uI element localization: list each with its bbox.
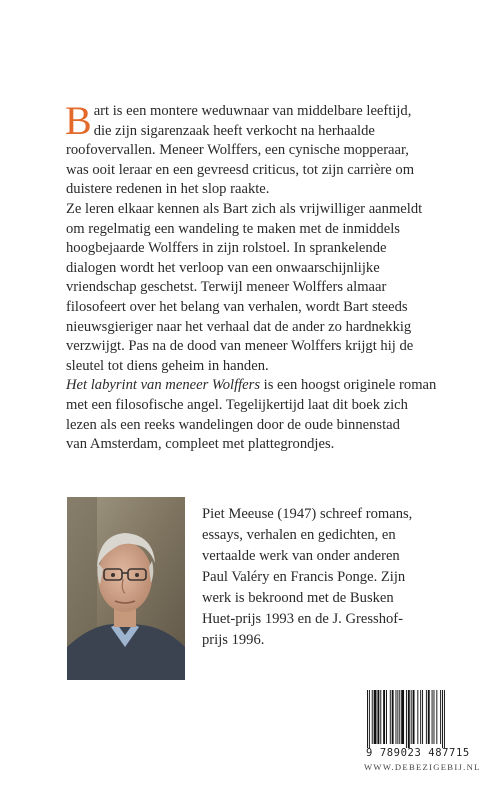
barcode-bar [432, 690, 433, 744]
blurb-line: hoogbejaarde Wolffers in zijn rolstoel. In sprankelende [66, 240, 387, 257]
blurb-line: om regelmatig een wandeling te maken met de inmiddels [66, 220, 400, 237]
blurb-line: filosofeert over het belang van verhalen, wordt Bart steeds [66, 298, 408, 315]
barcode-bar [422, 690, 423, 744]
blurb-line: Ze leren elkaar kennen als Bart zich als vrijwilliger aanmeldt [66, 200, 423, 217]
bio-line: Piet Meeuse (1947) schreef romans, [202, 506, 413, 522]
blurb-line: nieuwsgieriger naar het verhaal dat de ander zo hardnekkig [66, 318, 412, 335]
blurb-line: dialogen wordt het verloop van een onwaarschijnlijke [66, 259, 380, 276]
bio-line: Huet-prijs 1993 en de J. Gresshof- [202, 611, 404, 627]
author-photo [67, 497, 185, 680]
blurb-text [65, 98, 438, 455]
barcode-bar [397, 690, 398, 744]
barcode-bar [408, 690, 410, 748]
blurb-line: roofovervallen. Meneer Wolffers, een cynische mopperaar, [66, 142, 409, 159]
barcode-bar [383, 690, 385, 744]
barcode-bar [417, 690, 418, 744]
barcode-bar [444, 690, 445, 748]
barcode-bar [440, 690, 441, 744]
blurb-line: verzwijgt. Pas na de dood van meneer Wolffers krijgt hij de [66, 338, 414, 355]
publisher-website: WWW.DEBEZIGEBIJ.NL [364, 762, 481, 772]
blurb-line: van Amsterdam, compleet met plattegrondjes. [66, 436, 335, 453]
book-title: Het labyrint van meneer Wolffers [66, 377, 261, 394]
bio-line: werk is bekroond met de Busken [202, 590, 394, 606]
barcode-bar [436, 690, 437, 744]
barcode-bar [390, 690, 391, 744]
drop-cap: B [65, 98, 92, 143]
blurb-line: was ooit leraar en een gevreesd criticus, tot zijn carrière om [66, 161, 415, 178]
barcode-bar [377, 690, 379, 744]
barcode-bar [434, 690, 435, 744]
blurb-line: art is een montere weduwnaar van middelbare leeftijd, [93, 103, 412, 119]
blurb-line: die zijn sigarenzaak heeft verkocht na herhaalde [93, 122, 375, 139]
barcode-bar [367, 690, 368, 748]
blurb-line: lezen als een reeks wandelingen door de oude binnenstad [66, 416, 400, 433]
blurb-line: vriendschap geschetst. Terwijl meneer Wolffers almaar [66, 279, 387, 296]
bio-line: Paul Valéry en Francis Ponge. Zijn [202, 569, 406, 585]
blurb-line: met een filosofische angel. Tegelijkertijd laat dit boek zich [66, 396, 408, 413]
barcode-bar [426, 690, 427, 744]
isbn-barcode [364, 690, 470, 759]
barcode-bar [399, 690, 400, 744]
barcode-bar [401, 690, 404, 744]
barcode-bar [372, 690, 373, 744]
barcode-bars [364, 690, 470, 748]
barcode-bar [428, 690, 430, 744]
bio-line: essays, verhalen en gedichten, en [202, 527, 396, 543]
barcode-bar [413, 690, 415, 744]
barcode-bar [374, 690, 377, 744]
barcode-bar [406, 690, 407, 748]
bio-line: vertaalde werk van onder anderen [202, 548, 400, 564]
blurb-line: duistere redenen in het slop raakte. [66, 181, 270, 198]
isbn-number: 9 789023 487715 [366, 747, 470, 759]
barcode-bar [369, 690, 370, 748]
author-bio [202, 504, 452, 651]
barcode-bar [420, 690, 421, 744]
barcode-bar [396, 690, 397, 744]
barcode-bar [392, 690, 394, 744]
barcode-bar [411, 690, 412, 744]
barcode-bar [442, 690, 443, 748]
barcode-bar [386, 690, 387, 744]
blurb-paragraph [65, 98, 438, 455]
bio-line: prijs 1996. [202, 632, 265, 648]
barcode-bar [380, 690, 381, 744]
blurb-line: is een hoogst originele roman [260, 377, 437, 394]
blurb-line: sleutel tot diens geheim in handen. [66, 357, 269, 374]
